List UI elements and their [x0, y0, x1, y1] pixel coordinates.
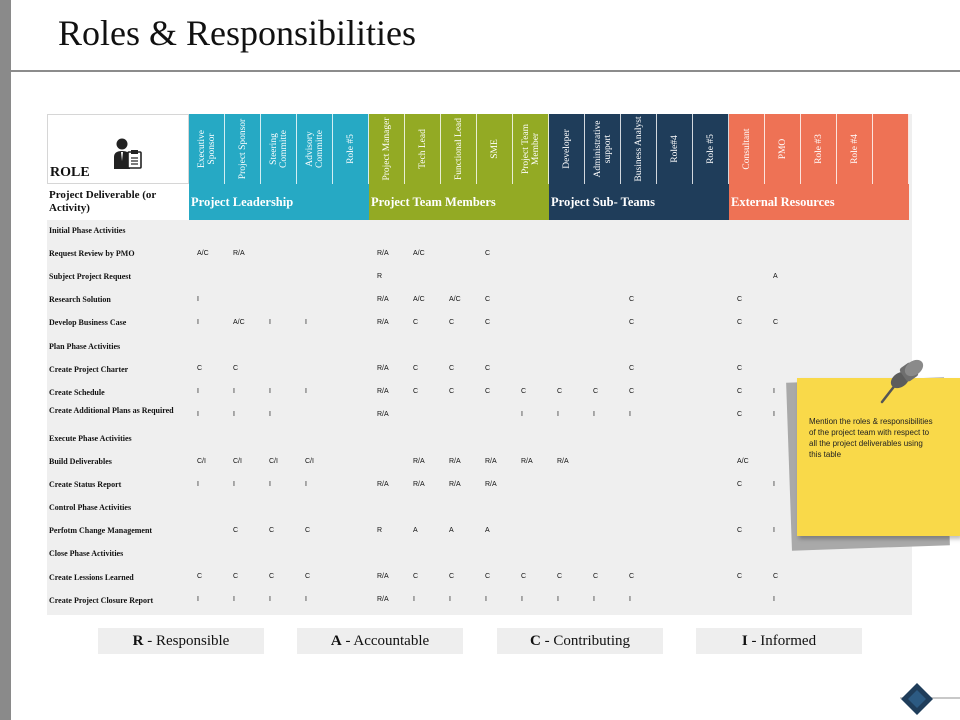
raci-cell: C [737, 318, 743, 326]
activity-label: Perfotm Change Management [49, 526, 153, 536]
raci-cell: C [737, 480, 743, 488]
raci-cell: I [197, 295, 199, 303]
activity-label: Build Deliverables [49, 457, 112, 467]
raci-cell: C/I [233, 457, 242, 465]
raci-cell: C [485, 388, 491, 396]
raci-cell: I [413, 596, 415, 604]
legend-key: R [132, 633, 144, 649]
role-column-label: Executive Sponsor [196, 130, 217, 168]
raci-cell: A/C [413, 295, 425, 303]
raci-cell: C [485, 573, 491, 581]
role-column-header [405, 114, 441, 184]
raci-cell: I [197, 596, 199, 604]
raci-cell: C [737, 365, 743, 373]
raci-cell: C [233, 365, 239, 373]
raci-cell: I [197, 480, 199, 488]
raci-cell: A/C [449, 295, 461, 303]
raci-cell: A/C [413, 249, 425, 257]
side-accent-bar [0, 0, 11, 720]
raci-cell: C [269, 573, 275, 581]
raci-cell: I [233, 388, 235, 396]
raci-cell: C [557, 573, 563, 581]
raci-cell: I [557, 411, 559, 419]
raci-cell: R/A [377, 411, 389, 419]
role-column-label: Developer [561, 129, 572, 169]
role-column-header [297, 114, 333, 184]
legend-text: - Contributing [540, 633, 630, 649]
raci-cell: I [269, 480, 271, 488]
role-column-label: Role #3 [813, 134, 824, 164]
raci-cell: R/A [377, 596, 389, 604]
raci-cell: C [413, 388, 419, 396]
activity-label: Subject Project Request [49, 272, 132, 282]
raci-cell: R/A [377, 573, 389, 581]
raci-cell: C/I [197, 457, 206, 465]
legend-item [297, 628, 463, 654]
role-column-label: SME [489, 139, 500, 159]
raci-cell: R/A [449, 480, 461, 488]
role-column-header [657, 114, 693, 184]
raci-cell: C [629, 388, 635, 396]
raci-cell: I [773, 526, 775, 534]
legend-key: I [741, 633, 748, 649]
raci-cell: I [305, 596, 307, 604]
role-column-header [729, 114, 765, 184]
activity-label: Create Additional Plans as Required [49, 406, 174, 416]
phase-label: Execute Phase Activities [49, 433, 132, 443]
raci-cell: C [233, 573, 239, 581]
raci-cell: C [629, 318, 635, 326]
raci-cell: R [377, 272, 383, 280]
raci-cell: R/A [377, 295, 389, 303]
activity-label: Create Schedule [49, 387, 105, 397]
raci-cell: C [773, 318, 779, 326]
raci-cell: I [593, 596, 595, 604]
role-column-label: Role #4 [849, 134, 860, 164]
raci-cell: I [773, 388, 775, 396]
raci-cell: R [377, 526, 383, 534]
role-column-header [189, 114, 225, 184]
role-column-header [261, 114, 297, 184]
raci-cell: C [305, 526, 311, 534]
raci-cell: C [737, 388, 743, 396]
raci-cell: I [773, 480, 775, 488]
raci-cell: C [485, 365, 491, 373]
role-column-label: Advisory Committe [304, 130, 325, 168]
raci-cell: I [305, 480, 307, 488]
raci-cell: C [449, 318, 455, 326]
raci-cell: I [521, 411, 523, 419]
raci-cell: I [269, 318, 271, 326]
role-column-header [333, 114, 369, 184]
activity-label: Create Status Report [49, 480, 122, 490]
role-column-header [585, 114, 621, 184]
role-column-label: PMO [777, 138, 788, 160]
raci-cell: C [197, 573, 203, 581]
role-column-header [225, 114, 261, 184]
raci-cell: I [197, 388, 199, 396]
raci-cell: R/A [485, 457, 497, 465]
raci-cell: R/A [377, 318, 389, 326]
legend-key: A [330, 633, 342, 649]
raci-cell: I [449, 596, 451, 604]
raci-cell: R/A [233, 249, 245, 257]
deliverable-label: Project Deliverable (or Activity) [49, 189, 157, 214]
raci-cell: C [593, 388, 599, 396]
role-column-label: Consultant [741, 128, 752, 170]
raci-cell: A/C [197, 249, 209, 257]
legend-key: C [529, 633, 541, 649]
raci-cell: R/A [413, 457, 425, 465]
raci-cell: C [485, 249, 491, 257]
activity-label: Develop Business Case [49, 318, 127, 328]
role-column-label: Role#4 [669, 135, 680, 163]
raci-cell: C [449, 388, 455, 396]
raci-cell: C [233, 526, 239, 534]
raci-cell: A [773, 272, 778, 280]
raci-cell: R/A [521, 457, 533, 465]
raci-cell: A [485, 526, 490, 534]
phase-label: Initial Phase Activities [49, 226, 126, 236]
raci-cell: C [593, 573, 599, 581]
raci-cell: C [773, 573, 779, 581]
raci-cell: I [485, 596, 487, 604]
activity-label: Create Project Closure Report [49, 595, 154, 605]
role-column-header [549, 114, 585, 184]
raci-cell: C [485, 295, 491, 303]
raci-cell: A [413, 526, 418, 534]
raci-cell: R/A [485, 480, 497, 488]
raci-cell: I [269, 596, 271, 604]
raci-cell: I [233, 596, 235, 604]
deliverable-header-cell [47, 184, 189, 220]
legend-text: - Responsible [143, 633, 230, 649]
raci-cell: I [305, 388, 307, 396]
activity-label: Research Solution [49, 295, 111, 305]
raci-cell: I [233, 411, 235, 419]
raci-cell: C [413, 573, 419, 581]
phase-label: Close Phase Activities [49, 549, 124, 559]
raci-cell: I [773, 596, 775, 604]
group-header: External Resources [729, 184, 909, 220]
legend-item [98, 628, 264, 654]
raci-cell: I [305, 318, 307, 326]
raci-cell: C [413, 318, 419, 326]
role-column-label: Role #5 [705, 134, 716, 164]
role-column-label: Functional Lead [453, 118, 464, 180]
raci-cell: C [449, 573, 455, 581]
raci-cell: R/A [557, 457, 569, 465]
raci-cell: A/C [233, 318, 245, 326]
role-column-label: Tech Lead [417, 129, 428, 169]
group-header: Project Leadership [189, 184, 369, 220]
role-column-label: Steering Committe [268, 130, 289, 168]
raci-cell: C [413, 365, 419, 373]
raci-cell: C [449, 365, 455, 373]
raci-cell: C [737, 295, 743, 303]
raci-cell: C [521, 388, 527, 396]
activity-label: Create Project Charter [49, 364, 129, 374]
raci-cell: C [629, 295, 635, 303]
group-header: Project Sub- Teams [549, 184, 729, 220]
phase-label: Control Phase Activities [49, 503, 132, 513]
raci-cell: C [629, 573, 635, 581]
group-header: Project Team Members [369, 184, 549, 220]
role-column-label: Project Manager [381, 117, 392, 181]
raci-cell: C [737, 411, 743, 419]
next-slide-icon[interactable] [900, 682, 934, 716]
raci-cell: R/A [449, 457, 461, 465]
role-column-header [369, 114, 405, 184]
raci-cell: I [233, 480, 235, 488]
raci-cell: A [449, 526, 454, 534]
role-column-header [801, 114, 837, 184]
legend-item [696, 628, 862, 654]
title-divider [11, 70, 960, 72]
role-column-label: Project Sponsor [237, 118, 248, 180]
page-title: Roles & Responsibilities [58, 13, 417, 53]
role-column-label: Project Team Member [520, 123, 541, 175]
push-pin-icon [872, 358, 928, 408]
raci-cell: A/C [737, 457, 749, 465]
raci-cell: I [269, 388, 271, 396]
raci-cell: C [269, 526, 275, 534]
activity-label: Create Lessions Learned [49, 572, 134, 582]
role-column-header [621, 114, 657, 184]
raci-cell: C [485, 318, 491, 326]
activity-label: Request Review by PMO [49, 249, 135, 259]
role-column-header [837, 114, 873, 184]
raci-cell: I [557, 596, 559, 604]
raci-cell: R/A [413, 480, 425, 488]
role-column-header [873, 114, 909, 184]
phase-label: Plan Phase Activities [49, 341, 121, 351]
role-column-label: Administrative support [592, 120, 613, 178]
legend-text: - Accountable [341, 633, 430, 649]
raci-cell: I [521, 596, 523, 604]
raci-cell: I [773, 411, 775, 419]
raci-cell: I [593, 411, 595, 419]
raci-cell: I [629, 411, 631, 419]
role-column-label: Business Analyst [633, 116, 644, 182]
raci-cell: C [305, 573, 311, 581]
raci-cell: R/A [377, 249, 389, 257]
raci-cell: R/A [377, 480, 389, 488]
raci-cell: R/A [377, 365, 389, 373]
role-column-header [477, 114, 513, 184]
role-column-header [441, 114, 477, 184]
raci-cell: I [269, 411, 271, 419]
person-clipboard-icon [113, 137, 145, 171]
sticky-note-text: Mention the roles & responsibilities of the project team with respect to all the project deliverables using this table [809, 417, 933, 459]
raci-cell: I [197, 411, 199, 419]
role-column-header [765, 114, 801, 184]
role-column-header [693, 114, 729, 184]
role-column-header [513, 114, 549, 184]
raci-cell: C [737, 573, 743, 581]
raci-cell: I [629, 596, 631, 604]
raci-cell: R/A [377, 388, 389, 396]
role-label: ROLE [50, 165, 90, 180]
raci-cell: C [629, 365, 635, 373]
raci-cell: I [197, 318, 199, 326]
raci-cell: C [557, 388, 563, 396]
raci-cell: C/I [305, 457, 314, 465]
raci-cell: C [737, 526, 743, 534]
raci-cell: C [521, 573, 527, 581]
raci-cell: C/I [269, 457, 278, 465]
legend-item [497, 628, 663, 654]
legend-text: - Informed [747, 633, 817, 649]
raci-cell: C [197, 365, 203, 373]
role-header-cell [47, 114, 189, 184]
role-column-label: Role #5 [345, 134, 356, 164]
